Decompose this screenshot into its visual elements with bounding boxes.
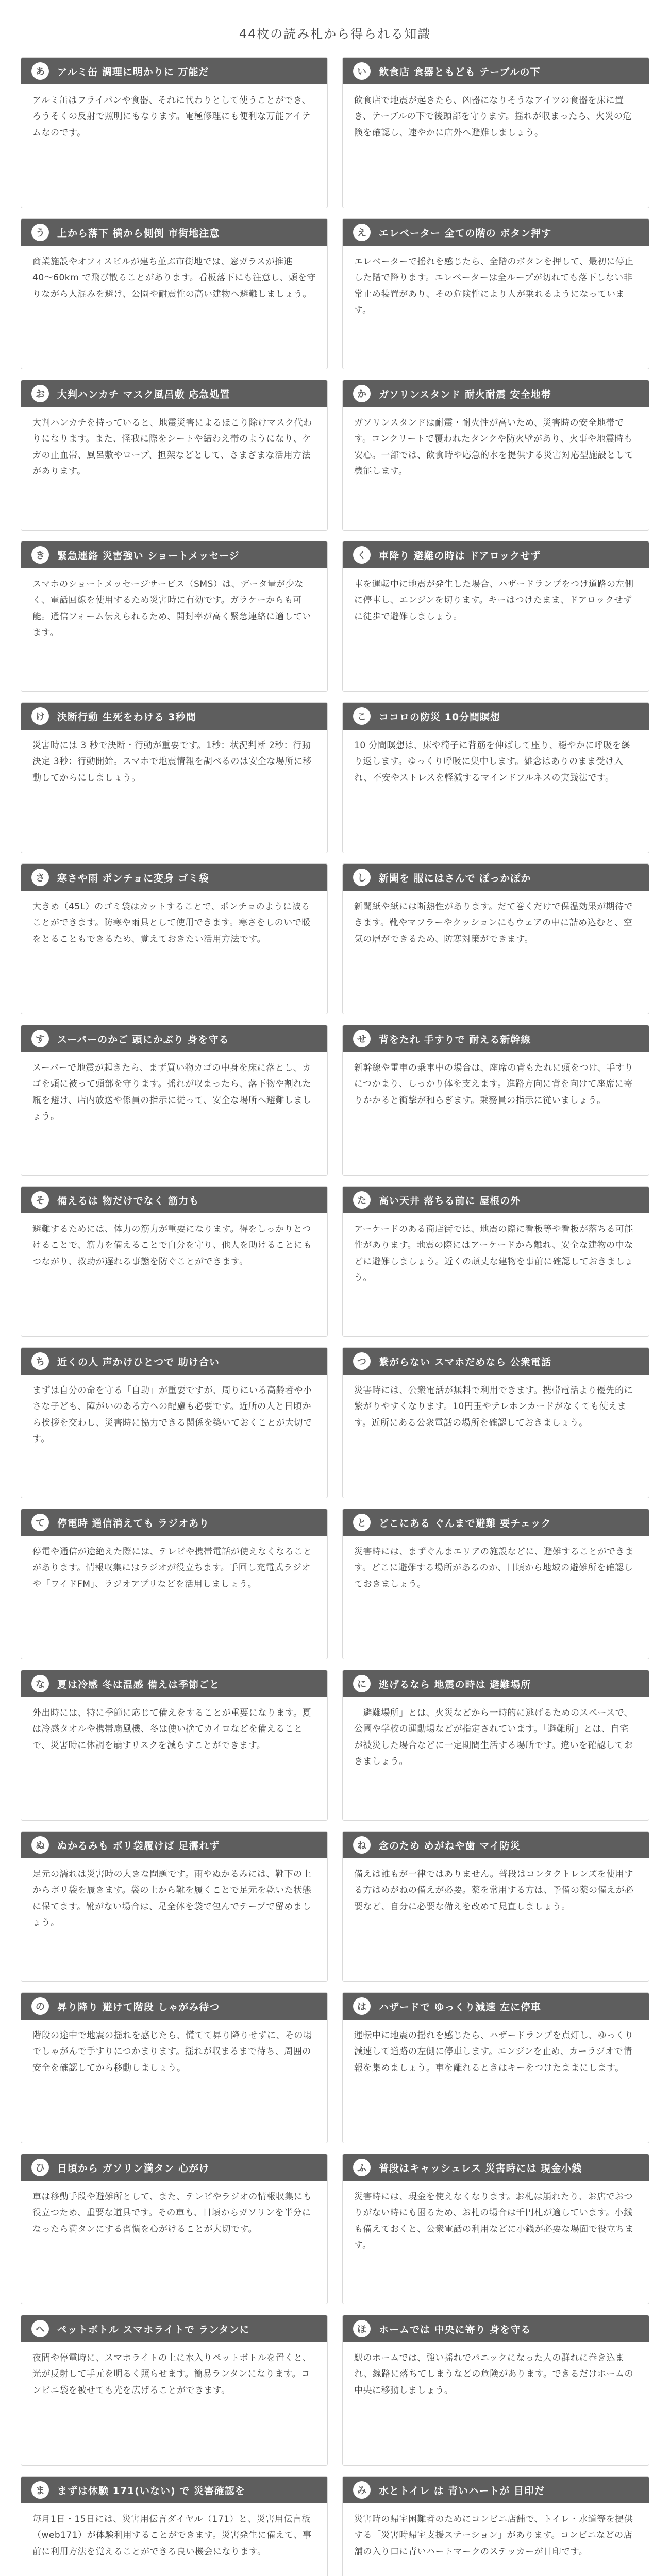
kana-badge: と (353, 1514, 371, 1531)
card-header (343, 1025, 649, 1052)
card-body: アーケードのある商店街では、地震の際に看板等や看板が落ちる可能性があります。地震の際にはアーケードから離れ、安全な建物の中などに避難しましょう。近くの頑丈な建物を事前に確認しておきましょう。 (354, 1224, 634, 1283)
card-body: 災害時には、まずぐんまエリアの施設などに、避難することができます。どこに避難する場所があるのか、日頃から地域の避難所を確認しておきましょう。 (354, 1547, 634, 1589)
karuta-card (342, 2476, 649, 2576)
card-body: 災害時には、現金を使えなくなります。お札は崩れたり、お店でおつりがない時にも困るため、お札の場合は千円札が適しています。小銭も備えておくと、公衆電話の利用などに小銭が必要な場面で役立ちます。 (354, 2192, 634, 2251)
card-body: 駅のホームでは、強い揺れでパニックになった人の群れに巻き込まれ、線路に落ちてしまうなどの危険があります。できるだけホームの中央に移動しましょう。 (354, 2353, 633, 2396)
card-header (21, 864, 327, 891)
kana-badge: あ (31, 62, 49, 80)
karuta-card (342, 1509, 649, 1659)
card-body: エレベーターで揺れを感じたら、全階のボタンを押して、最初に停止した階で降ります。エレベーターは全ループが切れても落下しない非常止め装置があり、その危険性により人が乗れるようになっています。 (354, 257, 634, 316)
card-heading: 普段はキャッシュレス 災害時には 現金小銭 (379, 2162, 582, 2174)
karuta-card (342, 1670, 649, 1821)
card-header (21, 1187, 327, 1213)
karuta-card (21, 1831, 328, 1982)
card-heading: 念のため めがねや歯 マイ防災 (379, 1840, 521, 1852)
card-heading: ガソリンスタンド 耐火耐震 安全地帯 (379, 388, 551, 400)
card-header (343, 2154, 649, 2181)
card-header (343, 2477, 649, 2503)
karuta-card (342, 380, 649, 531)
card-heading: ぬかるみも ポリ袋履けば 足濡れず (57, 1840, 220, 1852)
card-heading: 寒さや雨 ポンチョに変身 ゴミ袋 (57, 872, 209, 884)
kana-badge: ね (353, 1836, 371, 1854)
card-body: 備えは誰もが一律ではありません。普段はコンタクトレンズを使用する方はめがねの備えが必要。薬を常用する方は、予備の薬の備えが必要など、自分に必要な備えを改めて見直しましょう。 (354, 1869, 634, 1912)
card-body: 運転中に地震の揺れを感じたら、ハザードランプを点灯し、ゆっくり減速して道路の左側に停車します。エンジンを止め、カーラジオで情報を集めましょう。車を離れるときはキーをつけたままにします。 (354, 2030, 634, 2073)
kana-badge: ほ (353, 2320, 371, 2337)
kana-badge: え (353, 224, 371, 241)
karuta-card (21, 2315, 328, 2466)
kana-badge: お (31, 385, 49, 402)
card-heading: 新聞を 服にはさんで ぽっかぽか (379, 872, 531, 884)
karuta-card (342, 1347, 649, 1498)
karuta-card (21, 863, 328, 1014)
card-heading: ペットボトル スマホライトで ランタンに (57, 2324, 250, 2335)
kana-badge: た (353, 1191, 371, 1209)
kana-badge: み (353, 2481, 371, 2499)
card-body: 外出時には、特に季節に応じて備えをすることが重要になります。夏は冷感タオルや携帯扇風機、冬は使い捨てカイロなどを備えることで、災害時に体調を崩すリスクを減らすことができます。 (32, 1708, 312, 1751)
card-body: 足元の濡れは災害時の大きな問題です。雨やぬかるみには、靴下の上からポリ袋を履きます。袋の上から靴を履くことで足元を乾いた状態に保てます。靴がない場合は、足全体を袋で包んでテープで留めましょう。 (32, 1869, 312, 1928)
card-heading: スーパーのかご 頭にかぶり 身を守る (57, 1033, 229, 1045)
card-header (21, 1832, 327, 1858)
karuta-card (342, 1025, 649, 1176)
card-header (343, 703, 649, 730)
card-header (21, 1025, 327, 1052)
kana-badge: し (353, 869, 371, 886)
karuta-card (342, 57, 649, 208)
card-header (21, 58, 327, 84)
card-header (21, 2154, 327, 2181)
card-body: 車は移動手段や避難所として、また、テレビやラジオの情報収集にも役立つため、重要な道具です。その車も、日頃からガソリンを半分になったら満タンにする習慣を心がけることが大切です。 (32, 2192, 312, 2234)
kana-badge: か (353, 385, 371, 402)
card-body: 災害時には 3 秒で決断・行動が重要です。1秒：状況判断 2秒：行動決定 3秒：行動開始。スマホで地震情報を調べるのは安全な場所に移動してからにしましょう。 (32, 740, 312, 783)
card-body: 飲食店で地震が起きたら、凶器になりそうなアイツの食器を床に置き、テーブルの下で後頭部を守ります。揺れが収まったら、火災の危険を確認し、速やかに店外へ避難しましょう。 (354, 95, 632, 138)
card-heading: 繋がらない スマホだめなら 公衆電話 (379, 1356, 551, 1368)
card-heading: 日頃から ガソリン満タン 心がけ (57, 2162, 210, 2174)
karuta-card (342, 1186, 649, 1337)
card-body: スマホのショートメッセージサービス（SMS）は、データ量が少なく、電話回線を使用するため災害時に有効です。ガラケーからも可能。通信フォーム伝えられるため、開封率が高く緊急連絡に適しています。 (32, 579, 311, 638)
card-body: 大判ハンカチを持っていると、地震災害によるほこり除けマスク代わりになります。また、怪我に際をシートや結わえ帯のようになり、ケガの止血帯、風呂敷やロープ、担架などとして、さまざまな活用方法があります。 (32, 418, 312, 477)
karuta-card (21, 541, 328, 692)
kana-badge: す (31, 1030, 49, 1047)
card-body: 商業施設やオフィスビルが建ち並ぶ市街地では、窓ガラスが推進 40〜60km で飛び散ることがあります。看板落下にも注意し、頭を守りながら人混みを避け、公園や耐震性の高い建物へ避難しましょう。 (32, 257, 316, 299)
card-heading: まずは休験 171(いない) で 災害確認を (57, 2485, 245, 2497)
card-body: 10 分間瞑想は、床や椅子に背筋を伸ばして座り、穏やかに呼吸を繰り返します。ゆっくり呼吸に集中します。雑念はありのまま受け入れ、不安やストレスを軽減するマインドフルネスの実践法です。 (354, 740, 631, 783)
card-heading: 水とトイレ は 青いハートが 目印だ (379, 2485, 545, 2497)
karuta-card (21, 1992, 328, 2143)
card-header (21, 1509, 327, 1536)
card-body: 車を運転中に地震が発生した場合、ハザードランプをつけ道路の左側に停車し、エンジンを切ります。キーはつけたまま、ドアロックせずに徒歩で避難しましょう。 (354, 579, 634, 622)
card-grid (21, 57, 649, 2576)
card-heading: 大判ハンカチ マスク風呂敷 応急処置 (57, 388, 230, 400)
card-body: ガソリンスタンドは耐震・耐火性が高いため、災害時の安全地帯です。コンクリートで覆われたタンクや防火壁があり、火事や地震時も安心。一部では、飲食時や応急的水を提供する災害対応型施設として機能します。 (354, 418, 634, 477)
karuta-card (21, 380, 328, 531)
card-body: まずは自分の命を守る「自助」が重要ですが、周りにいる高齢者や小さな子ども、障がいのある方への配慮も必要です。近所の人と日頃から挨拶を交わし、災害時に協力できる関係を築いておくことが大切です。 (32, 1385, 312, 1445)
card-header (343, 1187, 649, 1213)
card-heading: エレベーター 全ての階の ボタン押す (379, 227, 552, 239)
card-heading: どこにある ぐんまで避難 要チェック (379, 1517, 551, 1529)
card-body: スーパーで地震が起きたら、まず買い物カゴの中身を床に落とし、カゴを頭に被って頭部を守ります。揺れが収まったら、落下物や割れた瓶を避け、店内放送や係員の指示に従って、安全な場所へ避難しましょう。 (32, 1063, 312, 1122)
card-body: 避難するためには、体力の筋力が重要になります。得をしっかりとつけることで、筋力を備えることで自分を守り、他人を助けることにもつながり、救助が遅れる事態を防ぐことができます。 (32, 1224, 312, 1267)
karuta-card (342, 2315, 649, 2466)
kana-badge: せ (353, 1030, 371, 1047)
kana-badge: き (31, 546, 49, 564)
card-header (343, 380, 649, 407)
karuta-card (342, 863, 649, 1014)
kana-badge: ち (31, 1352, 49, 1370)
card-heading: 逃げるなら 地震の時は 避難場所 (379, 1679, 531, 1690)
card-header (21, 219, 327, 246)
card-heading: ココロの防災 10分間瞑想 (379, 711, 501, 723)
card-heading: 背をたれ 手すりで 耐える新幹線 (379, 1033, 531, 1045)
card-header (343, 1832, 649, 1858)
card-heading: ハザードで ゆっくり減速 左に停車 (379, 2001, 542, 2013)
kana-badge: そ (31, 1191, 49, 1209)
karuta-card (21, 2476, 328, 2576)
card-header (21, 1993, 327, 2020)
card-body: アルミ缶はフライパンや食器、それに代わりとして使うことができ、ろうそくの反射で照明にもなります。電極修理にも便利な万能アイテムなのです。 (32, 95, 311, 138)
karuta-card (21, 57, 328, 208)
kana-badge: く (353, 546, 371, 564)
card-header (343, 1509, 649, 1536)
kana-badge: い (353, 62, 371, 80)
kana-badge: は (353, 1997, 371, 2015)
card-header (343, 541, 649, 568)
card-header (21, 2477, 327, 2503)
kana-badge: つ (353, 1352, 371, 1370)
karuta-card (21, 1670, 328, 1821)
kana-badge: て (31, 1514, 49, 1531)
kana-badge: け (31, 707, 49, 725)
page-title: 44枚の読み札から得られる知識 (239, 27, 431, 41)
card-body: 大きめ（45L）のゴミ袋はカットすることで、ポンチョのように被ることができます。防寒や雨具として使用できます。寒さをしのいで暖をとることもできるため、覚えておきたい活用方法です。 (32, 902, 311, 944)
card-header (343, 1993, 649, 2020)
card-header (21, 2315, 327, 2342)
kana-badge: さ (31, 869, 49, 886)
kana-badge: ぬ (31, 1836, 49, 1854)
karuta-card (21, 1025, 328, 1176)
card-header (343, 219, 649, 246)
card-body: 新幹線や電車の乗車中の場合は、座席の背もたれに頭をつけ、手すりにつかまり、しっかり体を支えます。進路方向に背を向けて座席に寄りかかると衝撃が和らぎます。乗務員の指示に従いましょう。 (354, 1063, 633, 1106)
karuta-card (342, 218, 649, 369)
card-heading: ホームでは 中央に寄り 身を守る (379, 2324, 531, 2335)
card-body: 災害時には、公衆電話が無料で利用できます。携帯電話より優先的に繋がりやすくなります。10円玉やテレホンカードがなくても使えます。近所にある公衆電話の場所を確認しておきましょう。 (354, 1385, 633, 1428)
card-heading: 停電時 通信消えても ラジオあり (57, 1517, 210, 1529)
card-header (21, 1670, 327, 1697)
card-heading: 決断行動 生死をわける 3秒間 (57, 711, 196, 723)
card-heading: 飲食店 食器ともども テーブルの下 (379, 66, 541, 78)
card-heading: 高い天井 落ちる前に 屋根の外 (379, 1195, 521, 1207)
kana-badge: の (31, 1997, 49, 2015)
karuta-card (342, 1831, 649, 1982)
karuta-card (342, 541, 649, 692)
karuta-card (21, 2154, 328, 2304)
card-header (21, 380, 327, 407)
card-body: 停電や通信が途絶えた際には、テレビや携帯電話が使えなくなることがあります。情報収集にはラジオが役立ちます。手回し充電式ラジオや「ワイドFM」、ラジオアプリなどを活用しましょう。 (32, 1547, 312, 1589)
karuta-card (21, 218, 328, 369)
card-header (343, 2315, 649, 2342)
kana-badge: な (31, 1675, 49, 1692)
kana-badge: に (353, 1675, 371, 1692)
card-heading: 備えるは 物だけでなく 筋力も (57, 1195, 199, 1207)
card-heading: 近くの人 声かけひとつで 助け合い (57, 1356, 220, 1368)
karuta-card (342, 702, 649, 853)
kana-badge: ま (31, 2481, 49, 2499)
card-header (21, 703, 327, 730)
karuta-card (21, 702, 328, 853)
card-header (343, 864, 649, 891)
card-heading: 車降り 避難の時は ドアロックせず (379, 550, 541, 562)
kana-badge: ふ (353, 2159, 371, 2176)
kana-badge: ひ (31, 2159, 49, 2176)
card-header (21, 1348, 327, 1375)
karuta-card (342, 1992, 649, 2143)
karuta-card (21, 1186, 328, 1337)
karuta-card (21, 1347, 328, 1498)
card-body: 災害時の帰宅困難者のためにコンビニ店舗で、トイレ・水道等を提供する「災害時帰宅支援ステーション」があります。コンビニなどの店舗の入り口に青いハートマークのステッカーが目印です。 (354, 2514, 633, 2557)
card-body: 新聞紙や紙には断熱性があります。だて巻くだけで保温効果が期待できます。靴やマフラーやクッションにもウェアの中に詰め込むと、空気の層ができるため、防寒対策ができます。 (354, 902, 633, 944)
card-heading: 昇り降り 避けて階段 しゃがみ待つ (57, 2001, 220, 2013)
card-heading: 緊急連絡 災害強い ショートメッセージ (57, 550, 240, 562)
kana-badge: う (31, 224, 49, 241)
kana-badge: へ (31, 2320, 49, 2337)
card-heading: アルミ缶 調理に明かりに 万能だ (57, 66, 209, 78)
card-heading: 夏は冷感 冬は温感 備えは季節ごと (57, 1679, 220, 1690)
card-body: 「避難場所」とは、火災などから一時的に逃げるためのスペースで、公園や学校の運動場などが指定されています。「避難所」とは、自宅が被災した場合などに一定期間生活する場所です。違いを確認しておきましょう。 (354, 1708, 633, 1767)
card-heading: 上から落下 横から側倒 市街地注意 (57, 227, 220, 239)
card-header (343, 1670, 649, 1697)
card-body: 毎月1日・15日には、災害用伝言ダイヤル（171）と、災害用伝言板（web171）が体験利用することができます。災害発生に備えて、事前に利用方法を覚えることができる良い機会になります。 (32, 2514, 312, 2557)
card-body: 階段の途中で地震の揺れを感じたら、慌てて昇り降りせずに、その場でしゃがんで手すりにつかまります。揺れが収まるまで待ち、周囲の安全を確認してから移動しましょう。 (32, 2030, 312, 2073)
card-header (343, 1348, 649, 1375)
card-header (21, 541, 327, 568)
card-body: 夜間や停電時に、スマホライトの上に水入りペットボトルを置くと、光が反射して手元を明るく照らせます。簡易ランタンになります。コンビニ袋を被せても光を広げることができます。 (32, 2353, 312, 2396)
karuta-card (342, 2154, 649, 2304)
karuta-card (21, 1509, 328, 1659)
kana-badge: こ (353, 707, 371, 725)
card-header (343, 58, 649, 84)
